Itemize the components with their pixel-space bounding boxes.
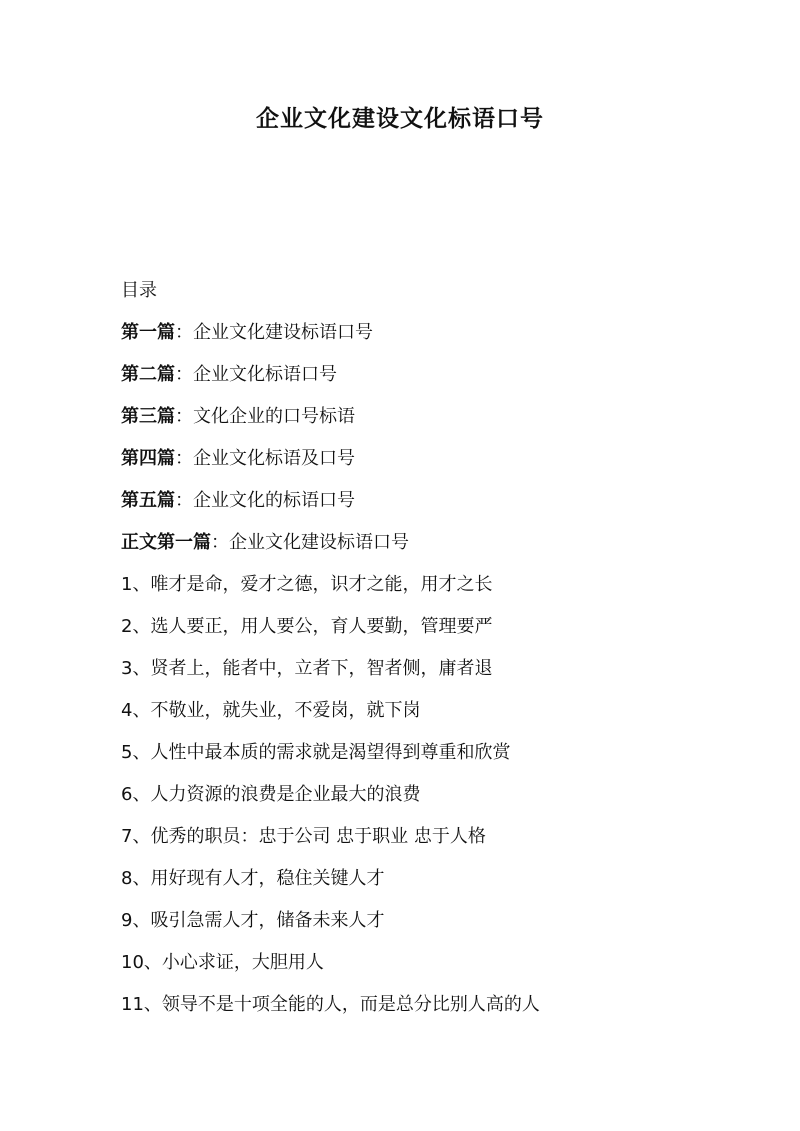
- toc-item: [121, 480, 761, 522]
- toc-item-prefix: 第二篇: [121, 364, 175, 385]
- toc-item-separator: ：: [175, 490, 193, 511]
- toc-item: [121, 312, 761, 354]
- body-heading-text: 企业文化建设标语口号: [229, 532, 409, 553]
- toc-item-text: 企业文化的标语口号: [193, 490, 355, 511]
- slogan-item: 4、不敬业，就失业，不爱岗，就下岗: [121, 700, 421, 721]
- toc-item: [121, 438, 761, 480]
- slogan-item: 10、小心求证，大胆用人: [121, 952, 324, 973]
- toc-item-text: 企业文化标语口号: [193, 364, 337, 385]
- slogan-item: 7、优秀的职员：忠于公司 忠于职业 忠于人格: [121, 826, 486, 847]
- body-heading-prefix: 正文第一篇: [121, 532, 211, 553]
- slogan-item: 11、领导不是十项全能的人，而是总分比别人高的人: [121, 994, 540, 1015]
- toc-item-separator: ：: [175, 322, 193, 343]
- page-title: 企业文化建设文化标语口号: [256, 106, 544, 132]
- body-heading-separator: ：: [211, 532, 229, 553]
- slogan-item: 3、贤者上，能者中，立者下，智者侧，庸者退: [121, 658, 493, 679]
- slogan-item: 2、选人要正，用人要公，育人要勤，管理要严: [121, 616, 493, 637]
- toc-item-prefix: 第五篇: [121, 490, 175, 511]
- toc-item-prefix: 第四篇: [121, 448, 175, 469]
- toc-item-prefix: 第一篇: [121, 322, 175, 343]
- slogan-item: 9、吸引急需人才，储备未来人才: [121, 910, 385, 931]
- toc-item: [121, 354, 761, 396]
- toc-item-text: 企业文化建设标语口号: [193, 322, 373, 343]
- toc-item-text: 文化企业的口号标语: [193, 406, 355, 427]
- toc-item-text: 企业文化标语及口号: [193, 448, 355, 469]
- toc-item: [121, 396, 761, 438]
- slogan-item: 1、唯才是命，爱才之德，识才之能，用才之长: [121, 574, 493, 595]
- slogan-item: 8、用好现有人才，稳住关键人才: [121, 868, 385, 889]
- toc-item-separator: ：: [175, 364, 193, 385]
- body-heading: [121, 522, 761, 564]
- document-body: [121, 270, 761, 1026]
- slogan-item: 5、人性中最本质的需求就是渴望得到尊重和欣赏: [121, 742, 511, 763]
- toc-heading: 目录: [121, 280, 157, 301]
- toc-item-separator: ：: [175, 448, 193, 469]
- slogan-item: 6、人力资源的浪费是企业最大的浪费: [121, 784, 421, 805]
- toc-item-separator: ：: [175, 406, 193, 427]
- toc-item-prefix: 第三篇: [121, 406, 175, 427]
